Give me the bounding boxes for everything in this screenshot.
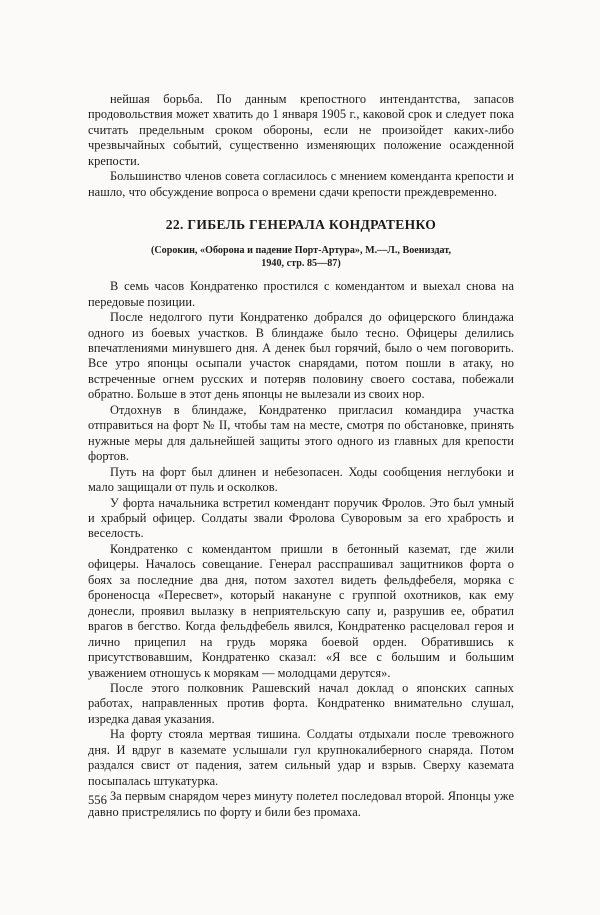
paragraph: За первым снарядом через минуту полетел последовал второй. Японцы уже давно пристрелялись по форту и били без промаха. <box>88 789 514 819</box>
source-citation-line-2: 1940, стр. 85—87) <box>261 258 341 270</box>
paragraph: Отдохнув в блиндаже, Кондратенко пригласил командира участка отправиться на форт № II, чтобы там на месте, смотря по обстановке, принять нужные меры для дальнейшей защиты этого одного из главных для крепости фортов. <box>88 402 514 464</box>
paragraph: Путь на форт был длинен и небезопасен. Ходы сообщения неглубоки и мало защищали от пуль и осколков. <box>88 464 514 495</box>
source-citation-line-1: (Сорокин, «Оборона и падение Порт-Артура», М.—Л., Воениздат, <box>150 245 452 257</box>
paragraph: После недолгого пути Кондратенко добрался до офицерского блиндажа одного из боевых участков. В блиндаже было тесно. Офицеры делились впечатлениями минувшего дня. А денек был горячий, было о чем поговорить. Все утро японцы осыпали участок снарядами, потом пошли в атаку, но встреченные огнем русских и потеряв половину своего состава, побежали обратно. Больше в этот день японцы не вылезали из своих нор. <box>88 310 514 402</box>
source-citation <box>88 244 514 270</box>
paragraph: Кондратенко с комендантом пришли в бетонный каземат, где жили офицеры. Началось совещание. Генерал расспрашивал защитников форта о боях за последние два дня, потом захотел видеть фельдфебеля, моряка с броненосца «Пересвет», который накануне с группой охотников, как ему донесли, проявил вылазку в неприятельскую сапу и, разрушив ее, обратил врагов в бегство. Когда фельдфебель явился, Кондратенко расцеловал героя и лично прицепил на грудь моряка боевой орден. Обратившись к присутствовавшим, Кондратенко сказал: «Я все с большим и большим уважением отношусь к морякам — молодцами дерутся». <box>88 541 514 680</box>
page-text-block <box>88 92 514 820</box>
section-heading: 22. ГИБЕЛЬ ГЕНЕРАЛА КОНДРАТЕНКО <box>165 217 437 233</box>
paragraph: Большинство членов совета согласилось с мнением коменданта крепости и нашло, что обсуждение вопроса о времени сдачи крепости преждевременно. <box>88 169 514 199</box>
paragraph: У форта начальника встретил комендант поручик Фролов. Это был умный и храбрый офицер. Солдаты звали Фролова Суворовым за его храбрость и веселость. <box>88 495 514 541</box>
page-number: 556 <box>88 793 107 807</box>
paragraph: нейшая борьба. По данным крепостного интендантства, запасов продовольствия может хватить до 1 января 1905 г., каковой срок и следует пока считать предельным сроком обороны, если не произойдет каких-либо чрезвычайных событий, существенно изменяющих положение осажденной крепости. <box>88 92 514 168</box>
paragraph: После этого полковник Рашевский начал доклад о японских сапных работах, направленных против форта. Кондратенко внимательно слушал, изредка давая указания. <box>88 680 514 726</box>
paragraph: В семь часов Кондратенко простился с комендантом и выехал снова на передовые позиции. <box>88 279 514 309</box>
paragraph: На форту стояла мертвая тишина. Солдаты отдыхали после тревожного дня. И вдруг в каземате услышали гул крупнокалиберного снаряда. Потом раздался свист от падения, затем сильный удар и взрыв. Сверху каземата посыпалась штукатурка. <box>88 727 514 788</box>
